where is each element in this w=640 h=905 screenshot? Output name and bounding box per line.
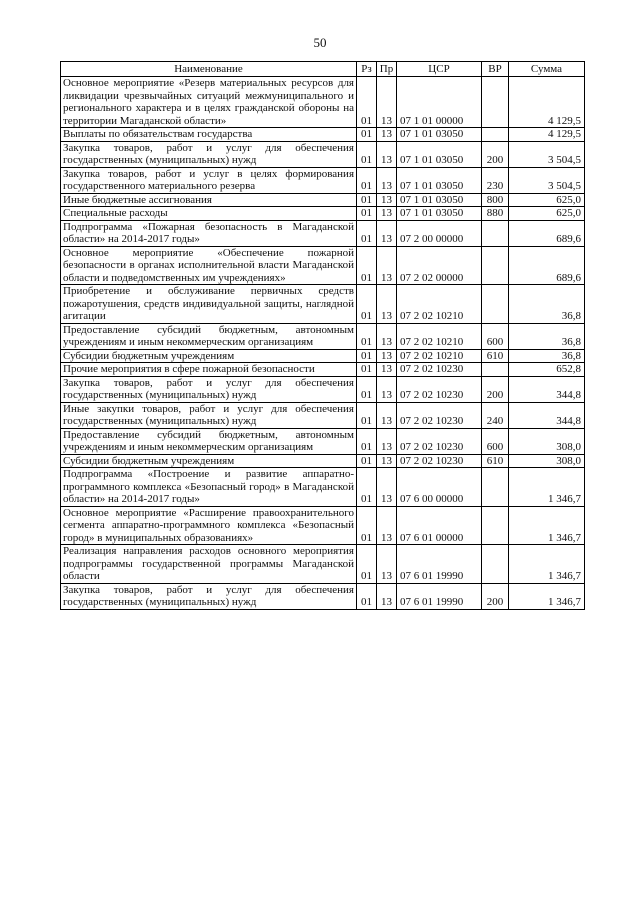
row-sum: 3 504,5 (509, 167, 585, 193)
table-row (61, 220, 585, 246)
row-csr: 07 1 01 03050 (397, 128, 482, 142)
row-csr: 07 6 01 19990 (397, 545, 482, 584)
budget-table (60, 61, 585, 610)
row-rz: 01 (357, 77, 377, 128)
row-rz: 01 (357, 468, 377, 507)
row-pr: 13 (377, 246, 397, 285)
row-rz: 01 (357, 349, 377, 363)
row-name: Основное мероприятие «Обеспечение пожарной безопасности в органах исполнительной власти Магаданской области и подведомственных им учреждениях» (61, 246, 357, 285)
row-name: Субсидии бюджетным учреждениям (61, 454, 357, 468)
table-row (61, 468, 585, 507)
row-name: Специальные расходы (61, 207, 357, 221)
table-row (61, 428, 585, 454)
row-csr: 07 6 01 19990 (397, 583, 482, 609)
table-row (61, 376, 585, 402)
row-name: Субсидии бюджетным учреждениям (61, 349, 357, 363)
row-pr: 13 (377, 128, 397, 142)
row-vr: 610 (482, 349, 509, 363)
row-pr: 13 (377, 323, 397, 349)
row-rz: 01 (357, 167, 377, 193)
row-sum: 689,6 (509, 220, 585, 246)
row-pr: 13 (377, 77, 397, 128)
row-sum: 344,8 (509, 402, 585, 428)
row-rz: 01 (357, 207, 377, 221)
row-pr: 13 (377, 363, 397, 377)
row-name: Приобретение и обслуживание первичных средств пожаротушения, средств индивидуальной защиты, наглядной агитации (61, 285, 357, 324)
row-sum: 36,8 (509, 349, 585, 363)
row-vr: 240 (482, 402, 509, 428)
row-sum: 1 346,7 (509, 506, 585, 545)
row-sum: 625,0 (509, 193, 585, 207)
row-vr (482, 220, 509, 246)
row-csr: 07 2 00 00000 (397, 220, 482, 246)
table-row (61, 545, 585, 584)
row-vr (482, 246, 509, 285)
row-csr: 07 2 02 10230 (397, 454, 482, 468)
header-pr: Пр (377, 62, 397, 77)
row-rz: 01 (357, 363, 377, 377)
row-vr: 200 (482, 583, 509, 609)
header-csr: ЦСР (397, 62, 482, 77)
row-csr: 07 2 02 10210 (397, 285, 482, 324)
row-csr: 07 2 02 10230 (397, 428, 482, 454)
table-row (61, 128, 585, 142)
table-row (61, 77, 585, 128)
row-sum: 4 129,5 (509, 128, 585, 142)
row-sum: 308,0 (509, 428, 585, 454)
row-vr: 200 (482, 376, 509, 402)
row-name: Реализация направления расходов основного мероприятия подпрограммы государственной программы Магаданской области (61, 545, 357, 584)
row-rz: 01 (357, 246, 377, 285)
row-pr: 13 (377, 428, 397, 454)
row-vr (482, 77, 509, 128)
row-csr: 07 6 00 00000 (397, 468, 482, 507)
row-name: Подпрограмма «Пожарная безопасность в Магаданской области» на 2014-2017 годы» (61, 220, 357, 246)
row-name: Закупка товаров, работ и услуг для обеспечения государственных (муниципальных) нужд (61, 583, 357, 609)
row-csr: 07 2 02 10210 (397, 349, 482, 363)
row-name: Иные закупки товаров, работ и услуг для обеспечения государственных (муниципальных) нужд (61, 402, 357, 428)
table-row (61, 207, 585, 221)
page-number: 50 (313, 35, 327, 50)
row-name: Предоставление субсидий бюджетным, автономным учреждениям и иным некоммерческим организациям (61, 428, 357, 454)
row-vr: 200 (482, 141, 509, 167)
row-rz: 01 (357, 402, 377, 428)
row-sum: 1 346,7 (509, 468, 585, 507)
row-vr (482, 363, 509, 377)
row-name: Иные бюджетные ассигнования (61, 193, 357, 207)
row-name: Подпрограмма «Построение и развитие аппаратно-программного комплекса «Безопасный город» в Магаданской области» на 2014-2017 годы» (61, 468, 357, 507)
row-rz: 01 (357, 323, 377, 349)
row-csr: 07 2 02 10210 (397, 323, 482, 349)
row-pr: 13 (377, 468, 397, 507)
row-pr: 13 (377, 454, 397, 468)
row-csr: 07 2 02 10230 (397, 402, 482, 428)
row-name: Выплаты по обязательствам государства (61, 128, 357, 142)
row-name: Предоставление субсидий бюджетным, автономным учреждениям и иным некоммерческим организациям (61, 323, 357, 349)
row-rz: 01 (357, 141, 377, 167)
row-pr: 13 (377, 376, 397, 402)
row-name: Основное мероприятие «Резерв материальных ресурсов для ликвидации чрезвычайных ситуаций межмуниципального и регионального характера и в целях гражданской обороны на территории Магаданской области» (61, 77, 357, 128)
row-csr: 07 1 01 03050 (397, 207, 482, 221)
row-pr: 13 (377, 220, 397, 246)
table-row (61, 246, 585, 285)
row-rz: 01 (357, 428, 377, 454)
table-row (61, 349, 585, 363)
row-csr: 07 2 02 10230 (397, 363, 482, 377)
row-vr: 610 (482, 454, 509, 468)
row-pr: 13 (377, 193, 397, 207)
row-sum: 344,8 (509, 376, 585, 402)
row-pr: 13 (377, 167, 397, 193)
row-pr: 13 (377, 402, 397, 428)
row-sum: 3 504,5 (509, 141, 585, 167)
row-pr: 13 (377, 506, 397, 545)
row-rz: 01 (357, 128, 377, 142)
row-pr: 13 (377, 285, 397, 324)
row-csr: 07 2 02 00000 (397, 246, 482, 285)
row-vr (482, 506, 509, 545)
table-row (61, 454, 585, 468)
table-row (61, 363, 585, 377)
row-pr: 13 (377, 545, 397, 584)
row-rz: 01 (357, 545, 377, 584)
table-row (61, 323, 585, 349)
row-name: Основное мероприятие «Расширение правоохранительного сегмента аппаратно-программного комплекса «Безопасный город» в муниципальных образованиях» (61, 506, 357, 545)
row-vr: 880 (482, 207, 509, 221)
row-csr: 07 1 01 00000 (397, 77, 482, 128)
row-rz: 01 (357, 193, 377, 207)
row-sum: 36,8 (509, 285, 585, 324)
row-vr (482, 468, 509, 507)
row-sum: 652,8 (509, 363, 585, 377)
row-rz: 01 (357, 506, 377, 545)
row-sum: 36,8 (509, 323, 585, 349)
row-pr: 13 (377, 349, 397, 363)
row-sum: 689,6 (509, 246, 585, 285)
row-sum: 1 346,7 (509, 583, 585, 609)
row-csr: 07 1 01 03050 (397, 167, 482, 193)
row-name: Прочие мероприятия в сфере пожарной безопасности (61, 363, 357, 377)
row-rz: 01 (357, 454, 377, 468)
row-rz: 01 (357, 583, 377, 609)
row-name: Закупка товаров, работ и услуг в целях формирования государственного материального резерва (61, 167, 357, 193)
row-pr: 13 (377, 141, 397, 167)
header-vr: ВР (482, 62, 509, 77)
row-vr: 800 (482, 193, 509, 207)
row-csr: 07 1 01 03050 (397, 141, 482, 167)
table-row (61, 583, 585, 609)
row-sum: 1 346,7 (509, 545, 585, 584)
header-name: Наименование (61, 62, 357, 77)
table-row (61, 285, 585, 324)
row-vr (482, 285, 509, 324)
row-csr: 07 2 02 10230 (397, 376, 482, 402)
row-rz: 01 (357, 285, 377, 324)
row-vr: 600 (482, 428, 509, 454)
row-rz: 01 (357, 376, 377, 402)
row-vr (482, 128, 509, 142)
row-vr: 600 (482, 323, 509, 349)
row-rz: 01 (357, 220, 377, 246)
table-row (61, 506, 585, 545)
row-sum: 625,0 (509, 207, 585, 221)
row-sum: 308,0 (509, 454, 585, 468)
row-sum: 4 129,5 (509, 77, 585, 128)
row-csr: 07 6 01 00000 (397, 506, 482, 545)
row-vr (482, 545, 509, 584)
row-csr: 07 1 01 03050 (397, 193, 482, 207)
table-row (61, 402, 585, 428)
row-vr: 230 (482, 167, 509, 193)
row-pr: 13 (377, 583, 397, 609)
table-row (61, 141, 585, 167)
row-name: Закупка товаров, работ и услуг для обеспечения государственных (муниципальных) нужд (61, 141, 357, 167)
table-row (61, 167, 585, 193)
header-rz: Рз (357, 62, 377, 77)
header-sum: Сумма (509, 62, 585, 77)
row-name: Закупка товаров, работ и услуг для обеспечения государственных (муниципальных) нужд (61, 376, 357, 402)
table-row (61, 193, 585, 207)
row-pr: 13 (377, 207, 397, 221)
header-row (61, 62, 585, 77)
